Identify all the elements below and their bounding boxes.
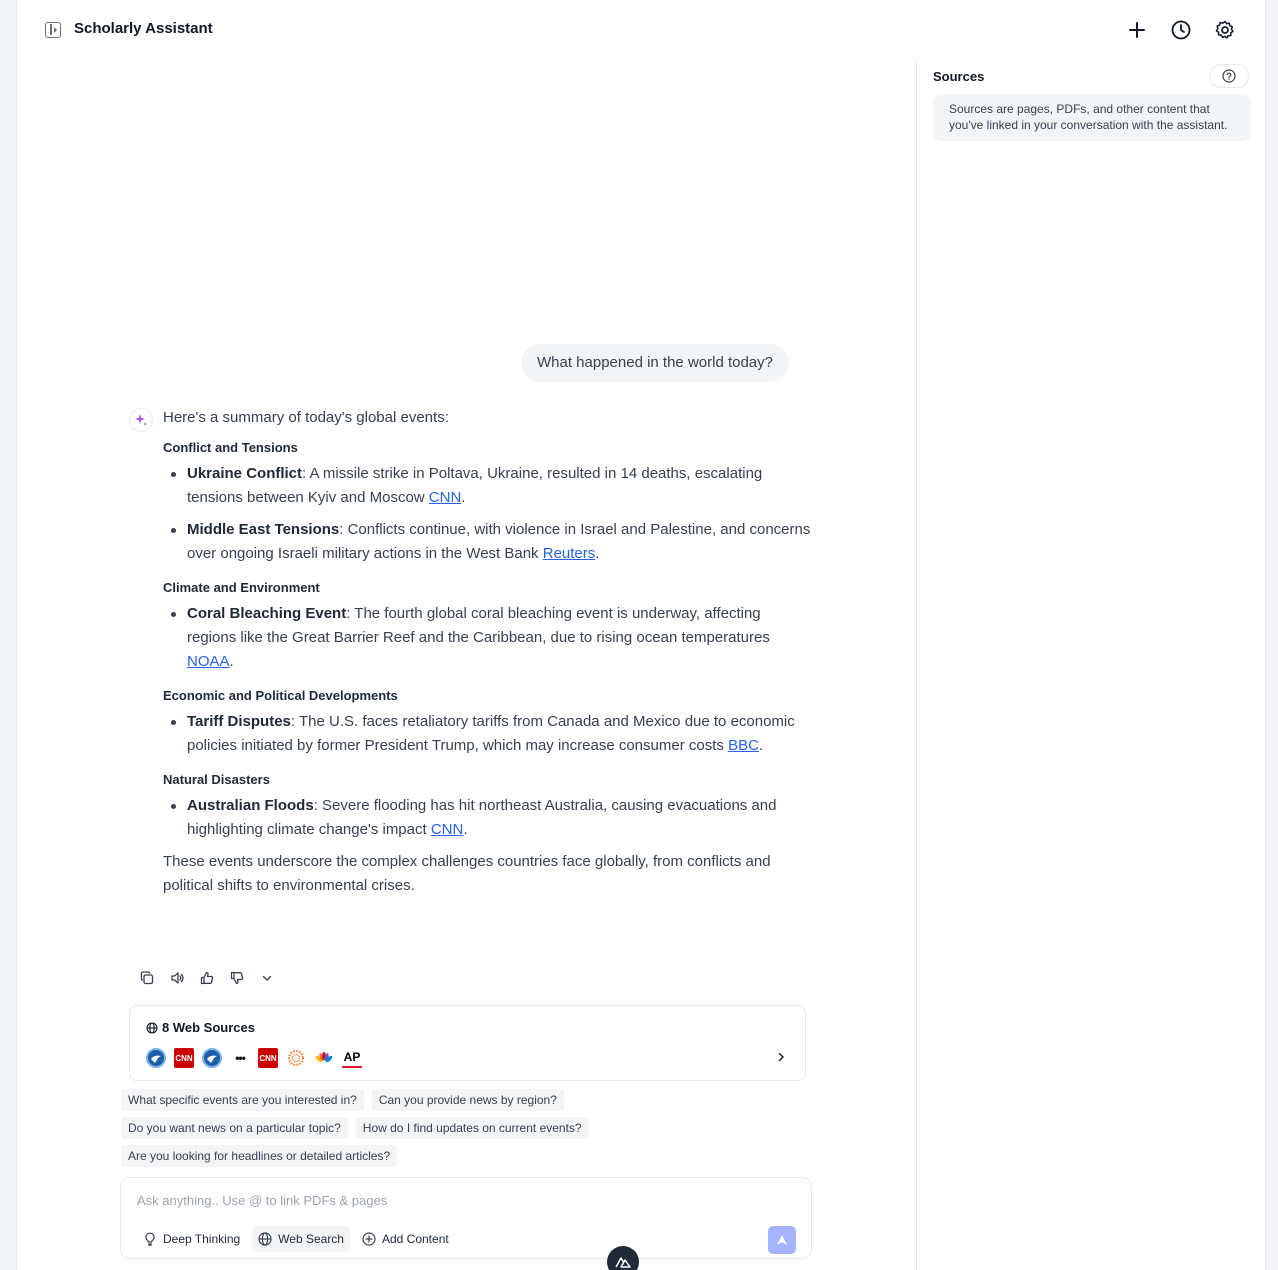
item-title: Middle East Tensions [187,521,340,538]
chevron-right-icon [775,1050,787,1068]
app-title: Scholarly Assistant [74,20,213,37]
section-heading: Climate and Environment [163,580,320,595]
thumbs-down-button[interactable] [225,966,249,990]
item-title: Ukraine Conflict [187,465,303,482]
web-sources-label: 8 Web Sources [162,1020,255,1035]
suggestion-chip[interactable]: Can you provide news by region? [372,1089,564,1111]
message-actions [135,966,279,990]
suggestion-row [121,1089,821,1111]
help-icon [1222,69,1236,83]
ap-icon: AP [342,1048,362,1068]
add-content-button[interactable] [356,1226,455,1252]
item-title: Tariff Disputes [187,713,291,730]
send-icon [776,1234,788,1246]
thumbs-up-button[interactable] [195,966,219,990]
logo-icon [615,1256,631,1268]
source-link[interactable]: BBC [728,737,759,754]
gear-icon [1215,20,1235,40]
list-item: Coral Bleaching Event: The fourth global coral bleaching event is underway, affecting regions like the Great Barrier Reef and the Caribbean, due to rising ocean temperatures NOAA. [163,602,813,674]
user-message: What happened in the world today? [521,344,789,382]
assistant-avatar [129,408,153,432]
sources-title: Sources [933,69,985,84]
sources-panel [917,60,1267,1270]
list-item: Ukraine Conflict: A missile strike in Poltava, Ukraine, resulted in 14 deaths, escalating tensions between Kyiv and Moscow CNN. [163,462,813,510]
sources-info: Sources are pages, PDFs, and other content that you've linked in your conversation with the assistant. [933,94,1251,141]
list-item: Middle East Tensions: Conflicts continue, with violence in Israel and Palestine, and concerns over ongoing Israeli military actions in the West Bank Reuters. [163,518,813,566]
cnn-icon: CNN [258,1048,278,1068]
suggestion-row [121,1117,821,1139]
item-text: : Conflicts continue, with violence in Israel and Palestine, and concerns over ongoing Israeli military actions in the West Bank [187,521,811,562]
thumbs-down-icon [230,971,244,985]
history-button[interactable] [1167,16,1195,44]
globe-icon [258,1232,272,1246]
sources-help-button[interactable] [1209,64,1249,88]
read-aloud-button[interactable] [165,966,189,990]
reuters-icon: ••• [230,1048,250,1068]
clock-icon [1171,20,1191,40]
chat-area [17,60,916,1270]
copy-icon [140,971,154,985]
section-list [163,794,813,842]
section-list [163,462,813,566]
suggestion-chip[interactable]: What specific events are you interested in? [121,1089,364,1111]
suggestion-chip[interactable]: How do I find updates on current events? [356,1117,589,1139]
send-button[interactable] [768,1226,796,1254]
list-item: Australian Floods: Severe flooding has hit northeast Australia, causing evacuations and highlighting climate change's impact CNN. [163,794,813,842]
web-sources-card[interactable] [129,1005,806,1081]
thumbs-up-icon [200,971,214,985]
section-list [163,602,813,674]
composer [120,1177,812,1259]
cnn-icon: CNN [174,1048,194,1068]
globe-icon [146,1022,158,1034]
section-list [163,710,813,758]
lightbulb-icon [143,1232,157,1246]
section-heading: Conflict and Tensions [163,440,298,455]
source-link[interactable]: CNN [430,821,464,838]
answer-intro: Here's a summary of today's global events: [163,409,449,426]
source-link[interactable]: Reuters [542,545,596,562]
suggestions [121,1089,821,1173]
answer-conclusion: These events underscore the complex challenges countries face globally, from conflicts and political shifts to environmental crises. [163,853,771,894]
copy-button[interactable] [135,966,159,990]
web-sources-icons [146,1048,362,1068]
item-text: : The fourth global coral bleaching event is underway, affecting regions like the Great Barrier Reef and the Caribbean, due to rising ocean temperatures [187,605,770,646]
new-chat-button[interactable] [1123,16,1151,44]
more-button[interactable] [255,966,279,990]
noaa-icon [146,1048,166,1068]
web-sources-title [146,1020,255,1035]
speaker-icon [170,971,184,985]
list-item: Tariff Disputes: The U.S. faces retaliatory tariffs from Canada and Mexico due to economic policies initiated by former President Trump, which may increase consumer costs BBC. [163,710,813,758]
header [17,0,1267,60]
suggestion-chip[interactable]: Do you want news on a particular topic? [121,1117,348,1139]
source-link[interactable]: CNN [428,489,462,506]
section-heading: Economic and Political Developments [163,688,398,703]
settings-button[interactable] [1211,16,1239,44]
deep-thinking-label: Deep Thinking [163,1232,241,1246]
item-text: : A missile strike in Poltava, Ukraine, resulted in 14 deaths, escalating tensions between Kyiv and Moscow [187,465,763,506]
chevron-down-icon [261,972,273,984]
sidebar-toggle-icon[interactable] [45,22,61,38]
app-logo[interactable] [607,1246,639,1270]
sparkle-icon [134,413,148,427]
web-search-label: Web Search [278,1232,344,1246]
item-text: : The U.S. faces retaliatory tariffs from Canada and Mexico due to economic policies initiated by former President Trump, which may increase consumer costs [187,713,795,754]
suggestion-row [121,1145,821,1167]
item-title: Australian Floods [187,797,314,814]
item-text: : Severe flooding has hit northeast Australia, causing evacuations and highlighting climate change's impact [187,797,777,838]
add-content-label: Add Content [381,1232,449,1246]
web-search-toggle[interactable] [252,1226,350,1252]
noaa-icon [202,1048,222,1068]
app-window [16,0,1266,1270]
deep-thinking-toggle[interactable] [137,1226,246,1252]
plus-icon [1128,21,1146,39]
suggestion-chip[interactable]: Are you looking for headlines or detailed articles? [121,1145,397,1167]
reuters-ring-icon [286,1048,306,1068]
item-title: Coral Bleaching Event [187,605,347,622]
source-link[interactable]: NOAA [187,653,230,670]
nbc-icon [314,1048,334,1068]
chat-input[interactable] [137,1190,737,1210]
composer-tools [137,1226,455,1252]
section-heading: Natural Disasters [163,772,270,787]
plus-circle-icon [362,1232,376,1246]
assistant-answer [163,406,813,898]
